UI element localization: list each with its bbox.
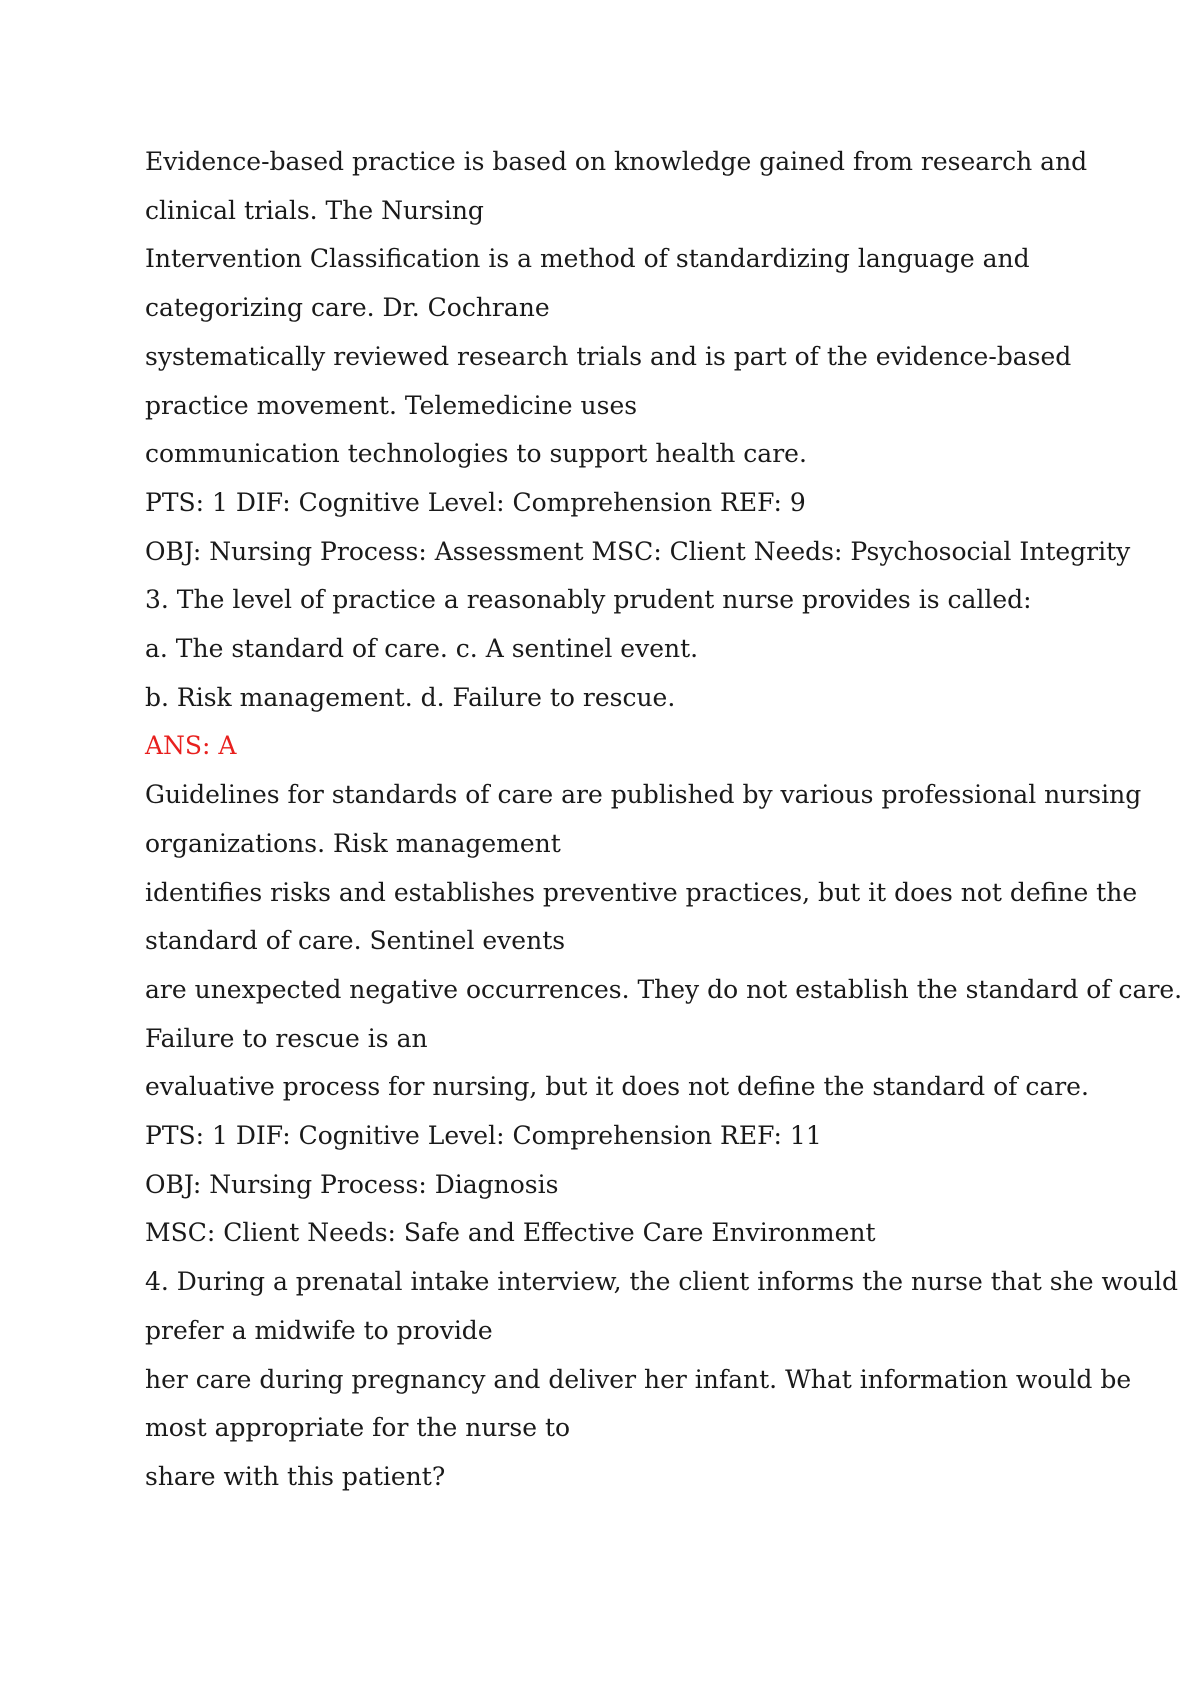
question-line: 3. The level of practice a reasonably prudent nurse provides is called:	[145, 585, 1032, 615]
meta-line: PTS: 1 DIF: Cognitive Level: Comprehension REF: 11	[145, 1121, 822, 1151]
question-line: most appropriate for the nurse to	[145, 1413, 571, 1443]
body-line: Intervention Classification is a method of standardizing language and	[145, 244, 1030, 274]
option-line: b. Risk management. d. Failure to rescue.	[145, 682, 676, 712]
meta-line: PTS: 1 DIF: Cognitive Level: Comprehension REF: 9	[145, 487, 806, 517]
body-line: systematically reviewed research trials and is part of the evidence-based	[145, 341, 1072, 371]
body-line: Guidelines for standards of care are published by various professional nursing	[145, 780, 1142, 810]
body-line: Evidence-based practice is based on knowledge gained from research and	[145, 147, 1088, 176]
question-line: prefer a midwife to provide	[145, 1315, 493, 1345]
meta-line: OBJ: Nursing Process: Assessment MSC: Client Needs: Psychosocial Integrity	[145, 536, 1131, 566]
body-line: evaluative process for nursing, but it does not define the standard of care.	[145, 1072, 1089, 1102]
option-line: a. The standard of care. c. A sentinel event.	[145, 634, 699, 664]
document-text	[145, 138, 1183, 1502]
body-line: are unexpected negative occurrences. They do not establish the standard of care.	[145, 974, 1183, 1004]
body-line: practice movement. Telemedicine uses	[145, 390, 638, 420]
body-line: clinical trials. The Nursing	[145, 195, 484, 225]
meta-line: OBJ: Nursing Process: Diagnosis	[145, 1169, 559, 1199]
body-line: communication technologies to support health care.	[145, 439, 807, 469]
body-line: standard of care. Sentinel events	[145, 926, 566, 956]
question-line: her care during pregnancy and deliver her infant. What information would be	[145, 1364, 1132, 1394]
body-line: Failure to rescue is an	[145, 1023, 428, 1053]
body-line: organizations. Risk management	[145, 828, 561, 858]
body-line: categorizing care. Dr. Cochrane	[145, 293, 550, 323]
question-line: share with this patient?	[145, 1461, 446, 1491]
meta-line: MSC: Client Needs: Safe and Effective Care Environment	[145, 1218, 876, 1248]
question-line: 4. During a prenatal intake interview, the client informs the nurse that she would	[145, 1267, 1178, 1297]
body-line: identifies risks and establishes preventive practices, but it does not define the	[145, 877, 1138, 907]
answer-line: ANS: A	[145, 731, 237, 761]
